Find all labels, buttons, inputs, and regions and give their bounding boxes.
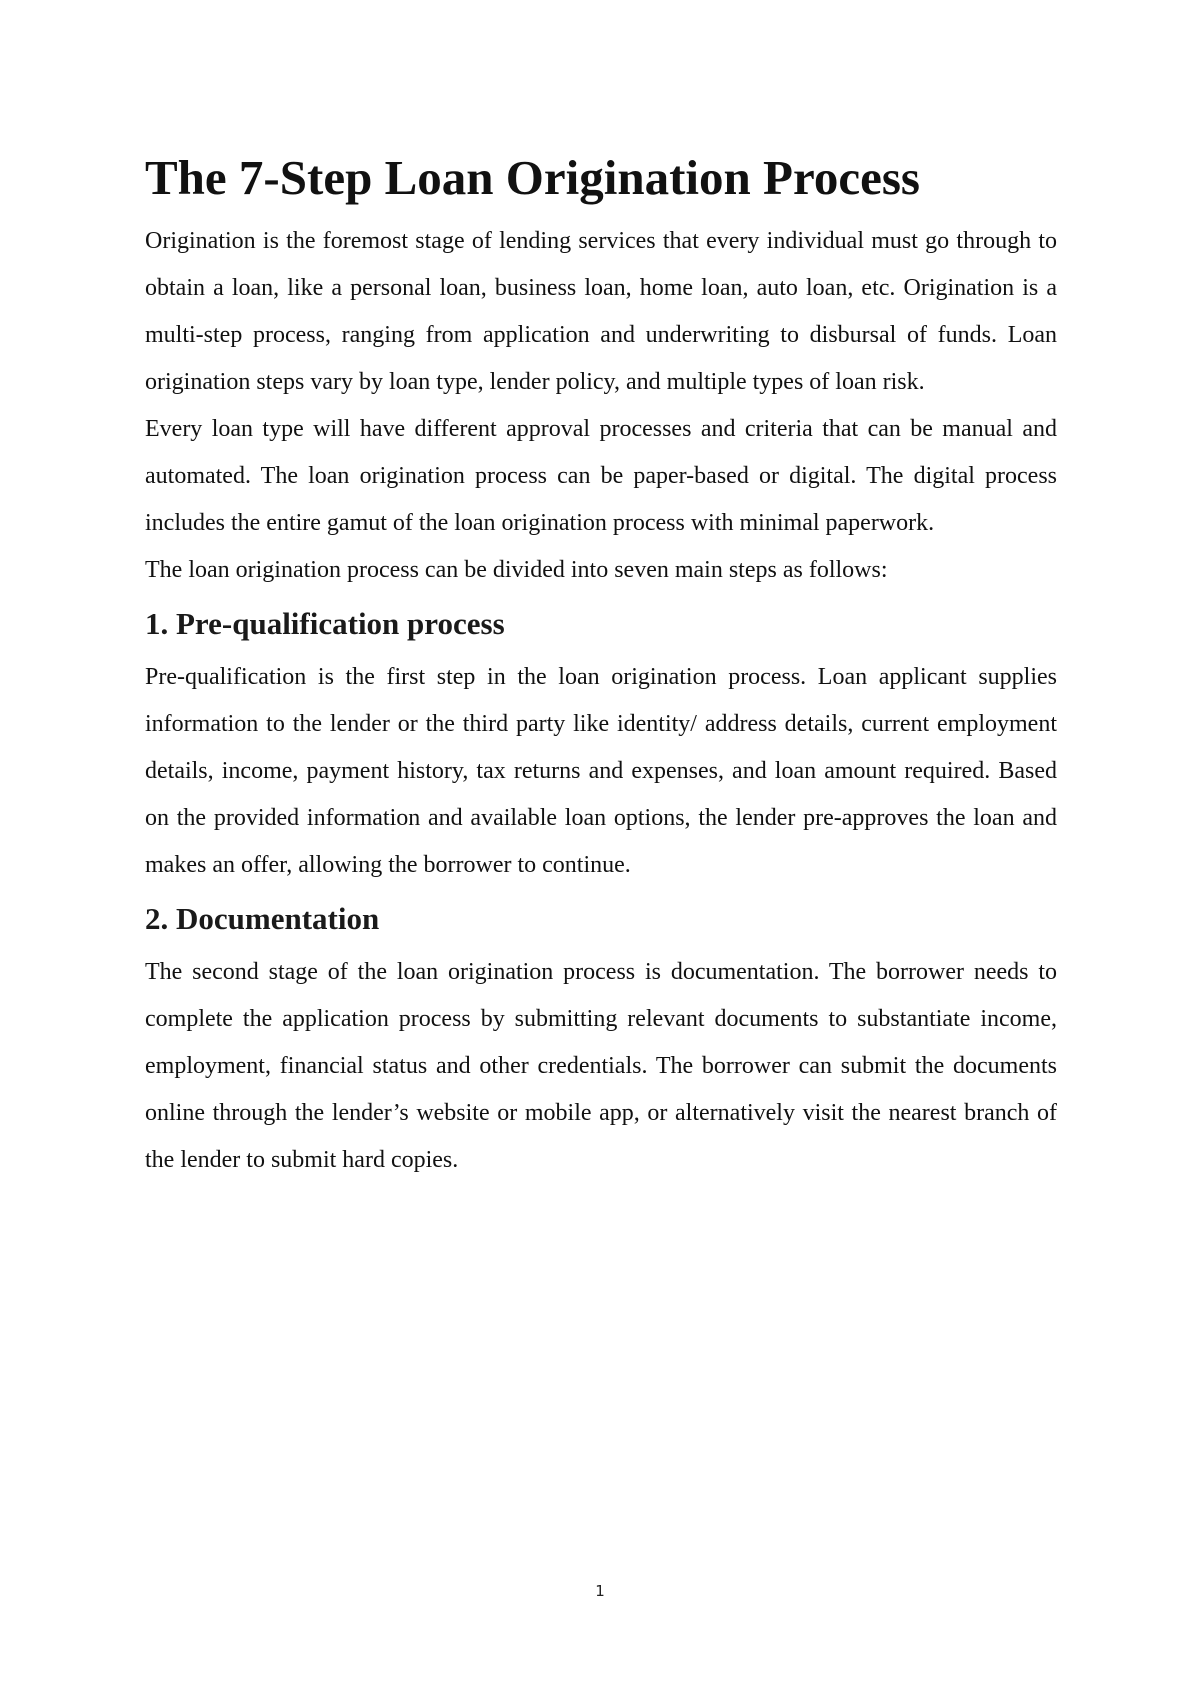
intro-paragraph-2: Every loan type will have different approval processes and criteria that can be manual and automated. The loan origination process can be paper-based or digital. The digital process includes the entire gamut of the loan origination process with minimal paperwork. xyxy=(145,416,1057,536)
intro-paragraph-3: The loan origination process can be divided into seven main steps as follows: xyxy=(145,557,888,583)
section-heading-prequalification: 1. Pre-qualification process xyxy=(145,606,505,641)
section-paragraph-documentation: The second stage of the loan origination process is documentation. The borrower needs to complete the application process by submitting relevant documents to substantiate income, employment, financial status and other credentials. The borrower can submit the documents online through the lender’s website or mobile app, or alternatively visit the nearest branch of the lender to submit hard copies. xyxy=(145,959,1057,1173)
document-body xyxy=(145,138,1057,1184)
page-number: 1 xyxy=(595,1582,605,1600)
section-heading-documentation: 2. Documentation xyxy=(145,901,380,936)
section-paragraph-prequalification: Pre-qualification is the first step in the loan origination process. Loan applicant supplies information to the lender or the third party like identity/ address details, current employment details, income, payment history, tax returns and expenses, and loan amount required. Based on the provided information and available loan options, the lender pre-approves the loan and makes an offer, allowing the borrower to continue. xyxy=(145,664,1057,878)
document-title: The 7-Step Loan Origination Process xyxy=(145,150,920,205)
intro-paragraph-1: Origination is the foremost stage of lending services that every individual must go through to obtain a loan, like a personal loan, business loan, home loan, auto loan, etc. Origination is a multi-step process, ranging from application and underwriting to disbursal of funds. Loan origination steps vary by loan type, lender policy, and multiple types of loan risk. xyxy=(145,228,1057,395)
